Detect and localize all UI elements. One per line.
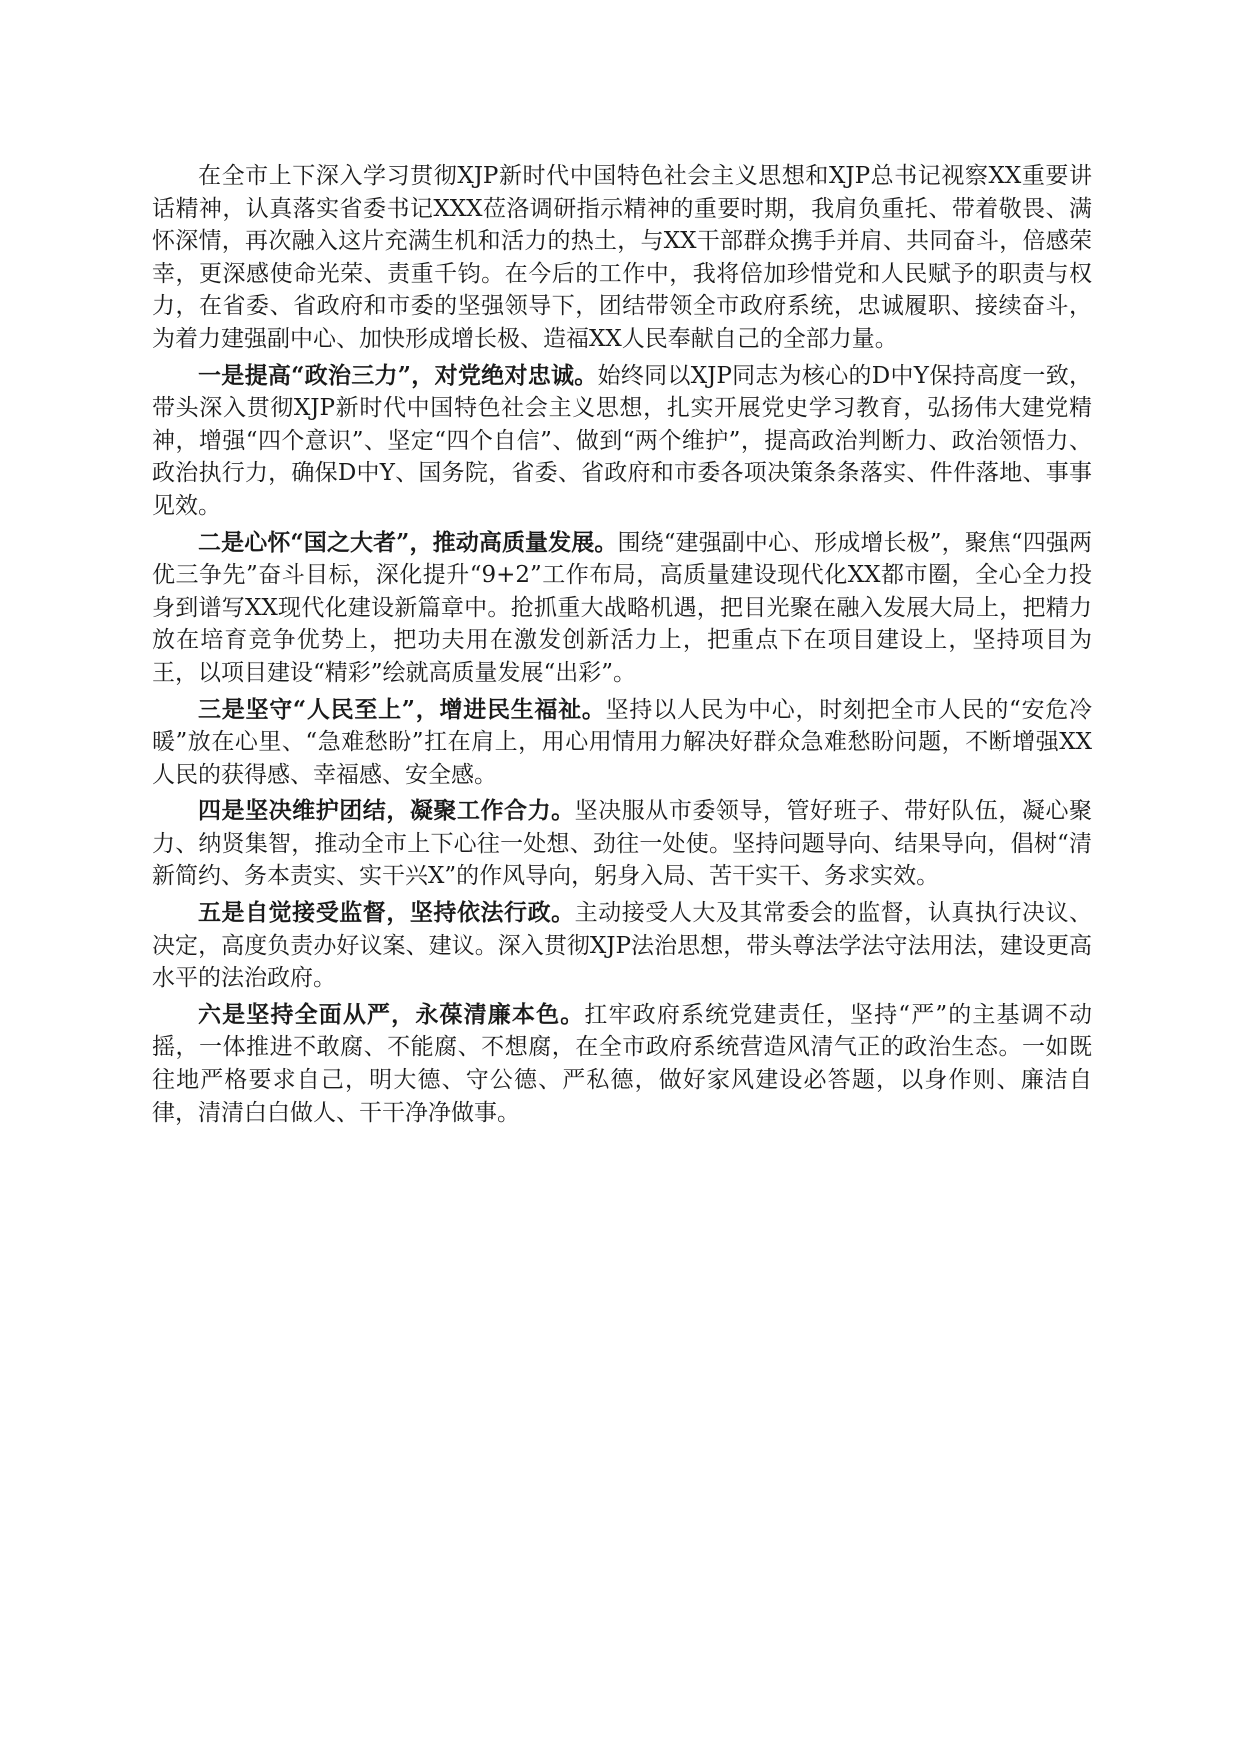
paragraph-lead: 二是心怀“国之大者”，推动高质量发展。 bbox=[198, 528, 618, 556]
paragraph-lead: 三是坚守“人民至上”，增进民生福祉。 bbox=[198, 695, 606, 723]
paragraph-lead: 五是自觉接受监督，坚持依法行政。 bbox=[198, 899, 575, 927]
point-paragraph-6 bbox=[152, 999, 1092, 1129]
paragraph-text: 围绕“建强副中心、形成增长极”，聚焦“四强两优三争先”奋斗目标，深化提升“9+2”工作布局，高质量建设现代化XX都市圈，全心全力投身到谱写XX现代化建设新篇章中。抢抓重大战略机遇，把目光聚在融入发展大局上，把精力放在培育竞争优势上，把功夫用在激发创新活力上，把重点下在项目建设上，坚持项目为王，以项目建设“精彩”绘就高质量发展“出彩”。 bbox=[152, 529, 1092, 686]
paragraph-lead: 四是坚决维护团结，凝聚工作合力。 bbox=[198, 797, 575, 825]
paragraph-text: 主动接受人大及其常委会的监督，认真执行决议、决定，高度负责办好议案、建议。深入贯彻XJP法治思想，带头尊法学法守法用法，建设更高水平的法治政府。 bbox=[152, 900, 1093, 992]
paragraph-lead: 六是坚持全面从严，永葆清廉本色。 bbox=[198, 1000, 585, 1028]
document-body bbox=[152, 160, 1092, 1133]
point-paragraph-4 bbox=[152, 795, 1092, 893]
paragraph-text: 坚持以人民为中心，时刻把全市人民的“安危冷暖”放在心里、“急难愁盼”扛在肩上，用心用情用力解决好群众急难愁盼问题，不断增强XX人民的获得感、幸福感、安全感。 bbox=[152, 696, 1092, 788]
paragraph-text: 始终同以XJP同志为核心的D中Y保持高度一致，带头深入贯彻XJP新时代中国特色社会主义思想，扎实开展党史学习教育，弘扬伟大建党精神，增强“四个意识”、坚定“四个自信”、做到“两个维护”，提高政治判断力、政治领悟力、政治执行力，确保D中Y、国务院，省委、省政府和市委各项决策条条落实、件件落地、事事见效。 bbox=[152, 362, 1092, 519]
point-paragraph-1 bbox=[152, 360, 1092, 523]
paragraph-text: 在全市上下深入学习贯彻XJP新时代中国特色社会主义思想和XJP总书记视察XX重要讲话精神，认真落实省委书记XXX莅洛调研指示精神的重要时期，我肩负重托、带着敬畏、满怀深情，再次融入这片充满生机和活力的热土，与XX干部群众携手并肩、共同奋斗，倍感荣幸，更深感使命光荣、责重千钧。在今后的工作中，我将倍加珍惜党和人民赋予的职责与权力，在省委、省政府和市委的坚强领导下，团结带领全市政府系统，忠诚履职、接续奋斗，为着力建强副中心、加快形成增长极、造福XX人民奉献自己的全部力量。 bbox=[152, 163, 1092, 352]
paragraph-lead: 一是提高“政治三力”，对党绝对忠诚。 bbox=[198, 361, 598, 389]
point-paragraph-5 bbox=[152, 897, 1092, 995]
point-paragraph-3 bbox=[152, 694, 1092, 792]
point-paragraph-2 bbox=[152, 527, 1092, 690]
paragraph-text: 扛牢政府系统党建责任，坚持“严”的主基调不动摇，一体推进不敢腐、不能腐、不想腐，在全市政府系统营造风清气正的政治生态。一如既往地严格要求自己，明大德、守公德、严私德，做好家风建设必答题，以身作则、廉洁自律，清清白白做人、干干净净做事。 bbox=[152, 1001, 1092, 1126]
intro-paragraph bbox=[152, 160, 1092, 356]
paragraph-text: 坚决服从市委领导，管好班子、带好队伍，凝心聚力、纳贤集智，推动全市上下心往一处想、劲往一处使。坚持问题导向、结果导向，倡树“清新简约、务本责实、实干兴X”的作风导向，躬身入局、苦干实干、务求实效。 bbox=[152, 798, 1093, 890]
